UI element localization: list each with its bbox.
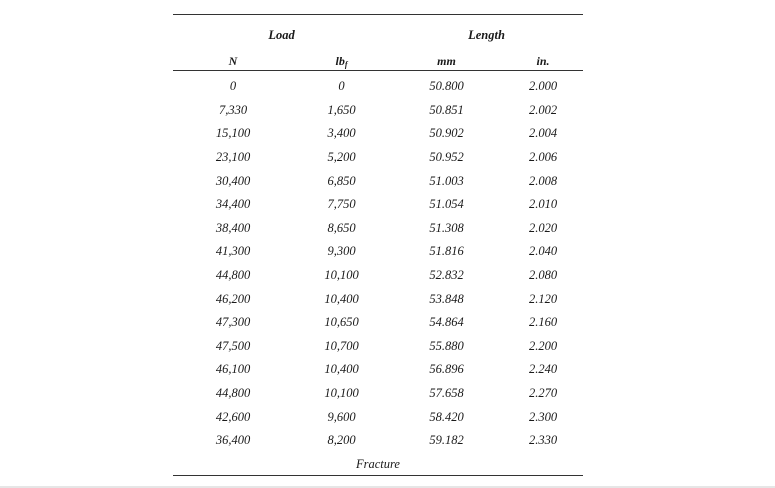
group-header-row	[173, 15, 583, 54]
table-row	[173, 240, 583, 264]
cell-lbf: 10,400	[324, 291, 359, 306]
table-row	[173, 335, 583, 359]
cell-mm: 56.896	[429, 362, 464, 377]
table-row	[173, 429, 583, 453]
cell-mm: 50.851	[429, 102, 464, 117]
cell-n: 46,100	[215, 362, 251, 377]
table-row	[173, 146, 583, 170]
cell-in: 2.200	[528, 338, 558, 353]
cell-in: 2.080	[528, 268, 558, 283]
table-row	[173, 382, 583, 406]
cell-mm: 59.182	[429, 433, 464, 448]
cell-in: 2.006	[528, 150, 558, 165]
cell-n: 47,500	[215, 338, 251, 353]
cell-in: 2.020	[528, 220, 558, 235]
cell-lbf: 3,400	[327, 126, 356, 141]
cell-lbf: 6,850	[327, 173, 356, 188]
unit-header-mm: mm	[390, 53, 503, 71]
table-row	[173, 193, 583, 217]
cell-n: 47,300	[215, 315, 251, 330]
cell-in: 2.008	[528, 173, 558, 188]
cell-lbf: 1,650	[327, 102, 356, 117]
table-body	[173, 71, 583, 453]
cell-mm: 51.054	[429, 197, 464, 212]
load-group-header: Load	[268, 27, 295, 42]
table-row	[173, 264, 583, 288]
cell-in: 2.300	[528, 409, 558, 424]
cell-n: 34,400	[215, 197, 251, 212]
cell-lbf: 8,200	[327, 433, 356, 448]
cell-lbf: 10,400	[324, 362, 359, 377]
length-group-header: Length	[468, 27, 505, 42]
cell-lbf: 7,750	[327, 197, 356, 212]
fracture-footer: Fracture	[173, 453, 583, 476]
cell-lbf: 0	[338, 79, 345, 94]
cell-mm: 50.800	[429, 79, 464, 94]
cell-n: 7,330	[218, 102, 248, 117]
cell-n: 0	[229, 79, 237, 94]
table-row	[173, 122, 583, 146]
cell-in: 2.000	[528, 79, 558, 94]
cell-n: 38,400	[215, 220, 251, 235]
cell-lbf: 9,600	[327, 409, 356, 424]
cell-lbf: 10,100	[324, 386, 359, 401]
cell-in: 2.040	[528, 244, 558, 259]
cell-n: 44,800	[215, 268, 251, 283]
cell-mm: 55.880	[429, 338, 464, 353]
cell-lbf: 10,700	[324, 338, 359, 353]
cell-mm: 52.832	[429, 268, 464, 283]
cell-lbf: 10,100	[324, 268, 359, 283]
table-row	[173, 99, 583, 123]
cell-n: 44,800	[215, 386, 251, 401]
table-row	[173, 287, 583, 311]
cell-n: 36,400	[215, 433, 251, 448]
unit-header-in: in.	[503, 53, 583, 71]
table-row	[173, 358, 583, 382]
cell-n: 15,100	[215, 126, 251, 141]
cell-mm: 53.848	[429, 291, 464, 306]
load-length-table	[173, 14, 583, 453]
cell-in: 2.004	[528, 126, 558, 141]
cell-in: 2.240	[528, 362, 558, 377]
table-row	[173, 405, 583, 429]
cell-n: 23,100	[215, 150, 251, 165]
load-length-table-container	[173, 14, 583, 476]
cell-mm: 51.816	[429, 244, 464, 259]
unit-header-lbf-sub: f	[344, 60, 348, 69]
cell-lbf: 5,200	[327, 150, 356, 165]
unit-header-n: N	[173, 53, 293, 71]
cell-in: 2.270	[528, 386, 558, 401]
cell-n: 42,600	[215, 409, 251, 424]
cell-mm: 57.658	[429, 386, 464, 401]
table-row	[173, 311, 583, 335]
cell-in: 2.010	[528, 197, 558, 212]
cell-mm: 58.420	[429, 409, 464, 424]
cell-in: 2.002	[528, 102, 558, 117]
cell-lbf: 9,300	[327, 244, 356, 259]
cell-n: 30,400	[215, 173, 251, 188]
table-row	[173, 169, 583, 193]
cell-mm: 50.952	[429, 150, 464, 165]
cell-mm: 51.308	[429, 220, 464, 235]
cell-mm: 54.864	[429, 315, 464, 330]
cell-in: 2.160	[528, 315, 558, 330]
cell-mm: 51.003	[429, 173, 464, 188]
cell-lbf: 8,650	[327, 220, 356, 235]
unit-header-lbf-base: lb	[335, 54, 345, 68]
unit-header-lbf	[293, 53, 390, 71]
cell-lbf: 10,650	[324, 315, 359, 330]
cell-in: 2.330	[528, 433, 558, 448]
table-row	[173, 71, 583, 99]
table-row	[173, 217, 583, 241]
cell-in: 2.120	[528, 291, 558, 306]
cell-mm: 50.902	[429, 126, 464, 141]
cell-n: 41,300	[215, 244, 251, 259]
cell-n: 46,200	[215, 291, 251, 306]
unit-header-row	[173, 53, 583, 71]
